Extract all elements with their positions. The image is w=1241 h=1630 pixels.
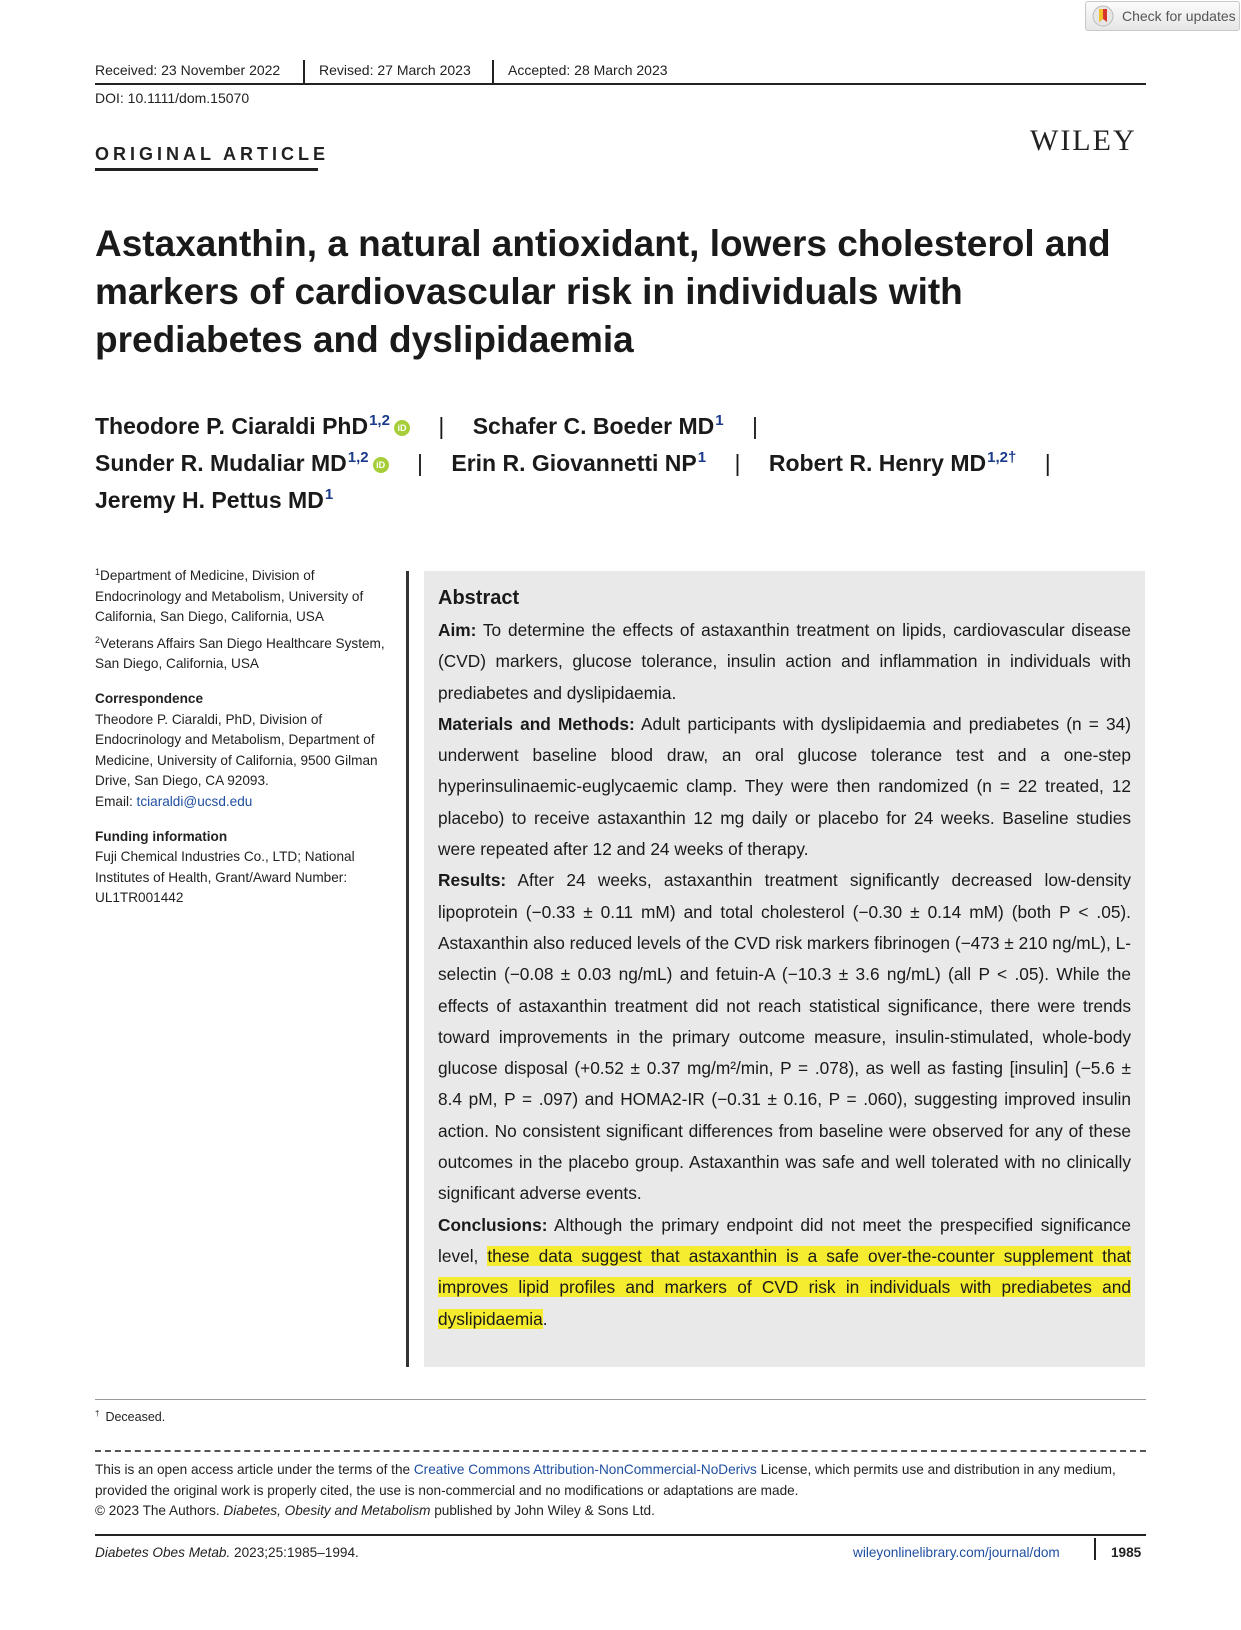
author-separator: | <box>417 450 423 476</box>
author-separator: | <box>752 413 758 439</box>
journal-url-link[interactable]: wileyonlinelibrary.com/journal/dom <box>853 1545 1060 1560</box>
bookmark-ribbon-icon <box>1092 5 1114 27</box>
article-history <box>95 60 1146 84</box>
footnote: † Deceased. <box>95 1409 166 1424</box>
license-notice: This is an open access article under the terms of the Creative Commons Attribution-NonCommercial-NoDerivs License, which permits use and distribution in any medium, provided the original work is properly cited, the use is non-commercial and no modifications or adaptations are made. © 2023 The Authors. Diabetes, Obesity and Metabolism published by John Wiley & Sons Ltd. <box>95 1460 1155 1522</box>
author-list <box>95 408 1155 519</box>
accepted-date: Accepted: 28 March 2023 <box>508 62 668 78</box>
abstract-methods: Materials and Methods: Adult participants with dyslipidaemia and prediabetes (n = 34) underwent baseline blood draw, an oral glucose tolerance test and a one-step hyperinsulinaemic-euglycaemic clamp. They were then randomized (n = 22 treated, 12 placebo) to receive astaxanthin 12 mg daily or placebo for 24 weeks. Baseline studies were repeated after 12 and 24 weeks of therapy. <box>438 713 1131 860</box>
column-divider <box>406 571 409 1367</box>
doi[interactable]: DOI: 10.1111/dom.15070 <box>95 90 250 106</box>
author-separator: | <box>438 413 445 439</box>
author-name[interactable]: Theodore P. Ciaraldi PhD <box>95 413 369 439</box>
author-affiliation-sup: 1 <box>324 486 334 503</box>
license-link[interactable]: Creative Commons Attribution-NonCommercial-NoDerivs <box>413 1462 757 1477</box>
funding-heading: Funding information <box>95 828 228 844</box>
copyright: © 2023 The Authors. Diabetes, Obesity and Metabolism published by John Wiley & Sons Ltd. <box>95 1503 655 1519</box>
journal-citation: Diabetes Obes Metab. 2023;25:1985–1994. <box>95 1545 359 1560</box>
correspondence-heading: Correspondence <box>95 690 204 706</box>
article-title: Astaxanthin, a natural antioxidant, lowers cholesterol and markers of cardiovascular risk in individuals with prediabetes and dyslipidaemia <box>95 223 1111 360</box>
license-divider <box>95 1450 1146 1452</box>
author-affiliation-sup: 1,2† <box>987 449 1017 466</box>
affiliation: $^1$Department of Medicine, Division of Endocrinology and Metabolism, University of California, San Diego, California, USA <box>95 567 364 625</box>
received-date: Received: 23 November 2022 <box>95 62 281 78</box>
article-info-column <box>95 566 395 915</box>
funding-text: Fuji Chemical Industries Co., LTD; National Institutes of Health, Grant/Award Number: UL1TR001442 <box>95 849 355 906</box>
check-for-updates-button[interactable] <box>1085 1 1240 31</box>
header-rule <box>95 83 1146 85</box>
footer-rule <box>95 1534 1146 1536</box>
affiliation: $^2$Veterans Affairs San Diego Healthcare System, San Diego, California, USA <box>95 634 385 672</box>
author-separator: | <box>1044 450 1051 476</box>
abstract-results: Results: After 24 weeks, astaxanthin treatment significantly decreased low-density lipoprotein (−0.33 ± 0.11 mM) and total cholesterol (−0.30 ± 0.14 mM) (both P < .05). Astaxanthin also reduced levels of the CVD risk markers fibrinogen (−473 ± 210 ng/mL), L-selectin (−0.08 ± 0.03 ng/mL) and fetuin-A (−10.3 ± 3.6 ng/mL) (all P < .05). While the effects of astaxanthin treatment did not reach statistical significance, there were trends toward improvements in the primary outcome measure, insulin-stimulated, whole-body glucose disposal (+0.52 ± 0.37 mg/m²/min, P = .078), as well as fasting [insulin] (−5.6 ± 8.4 pM, P = .097) and HOMA2-IR (−0.31 ± 0.16, P = .060), suggesting improved insulin action. No consistent significant differences from baseline were observed for any of these outcomes in the placebo group. Astaxanthin was safe and well tolerated with no clinically significant adverse events. <box>438 870 1131 1204</box>
revised-date: Revised: 27 March 2023 <box>319 62 471 78</box>
correspondence-email: Email: tciaraldi@ucsd.edu <box>95 793 253 809</box>
page-number: 1985 <box>1111 1545 1142 1560</box>
abstract-conclusions: Conclusions: Although the primary endpoint did not meet the prespecified significance level, these data suggest that astaxanthin is a safe over-the-counter supplement that improves lipid profiles and markers of CVD risk in individuals with prediabetes and dyslipidaemia. <box>438 1214 1131 1329</box>
author-separator: | <box>734 450 741 476</box>
article-type: ORIGINAL ARTICLE <box>95 144 329 164</box>
divider <box>303 60 305 84</box>
publisher-logo: WILEY <box>1030 124 1137 157</box>
footer-divider <box>1094 1538 1096 1560</box>
orcid-icon[interactable]: iD <box>394 420 410 436</box>
divider <box>492 60 494 84</box>
author-name[interactable]: Jeremy H. Pettus MD <box>95 487 324 513</box>
abstract-heading: Abstract <box>438 587 520 609</box>
author-name[interactable]: Schafer C. Boeder MD <box>472 413 715 439</box>
author-affiliation-sup: 1,2 <box>369 412 390 429</box>
email-link[interactable]: tciaraldi@ucsd.edu <box>136 793 253 809</box>
highlighted-text: these data suggest that astaxanthin is a safe over-the-counter supplement that improves lipid profiles and markers of CVD risk in individuals with prediabetes and dyslipidaemia <box>438 1245 1131 1329</box>
author-affiliation-sup: 1,2 <box>347 449 369 466</box>
orcid-icon[interactable]: iD <box>373 457 389 473</box>
footnote-rule <box>95 1399 1146 1400</box>
check-for-updates-label: Check for updates <box>1122 8 1236 24</box>
article-type-underline <box>95 168 318 171</box>
author-affiliation-sup: 1 <box>697 449 707 466</box>
correspondence-text: Theodore P. Ciaraldi, PhD, Division of Endocrinology and Metabolism, Department of Medicine, University of California, 9500 Gilman Drive, San Diego, CA 92093. <box>95 711 378 789</box>
abstract-aim: Aim: To determine the effects of astaxanthin treatment on lipids, cardiovascular disease (CVD) markers, glucose tolerance, insulin action and inflammation in individuals with prediabetes and dyslipidaemia. <box>438 620 1131 703</box>
abstract-box <box>424 571 1145 1367</box>
author-name[interactable]: Robert R. Henry MD <box>768 450 987 476</box>
author-name[interactable]: Sunder R. Mudaliar MD <box>95 450 347 476</box>
author-affiliation-sup: 1 <box>715 412 724 429</box>
author-name[interactable]: Erin R. Giovannetti NP <box>451 450 697 476</box>
